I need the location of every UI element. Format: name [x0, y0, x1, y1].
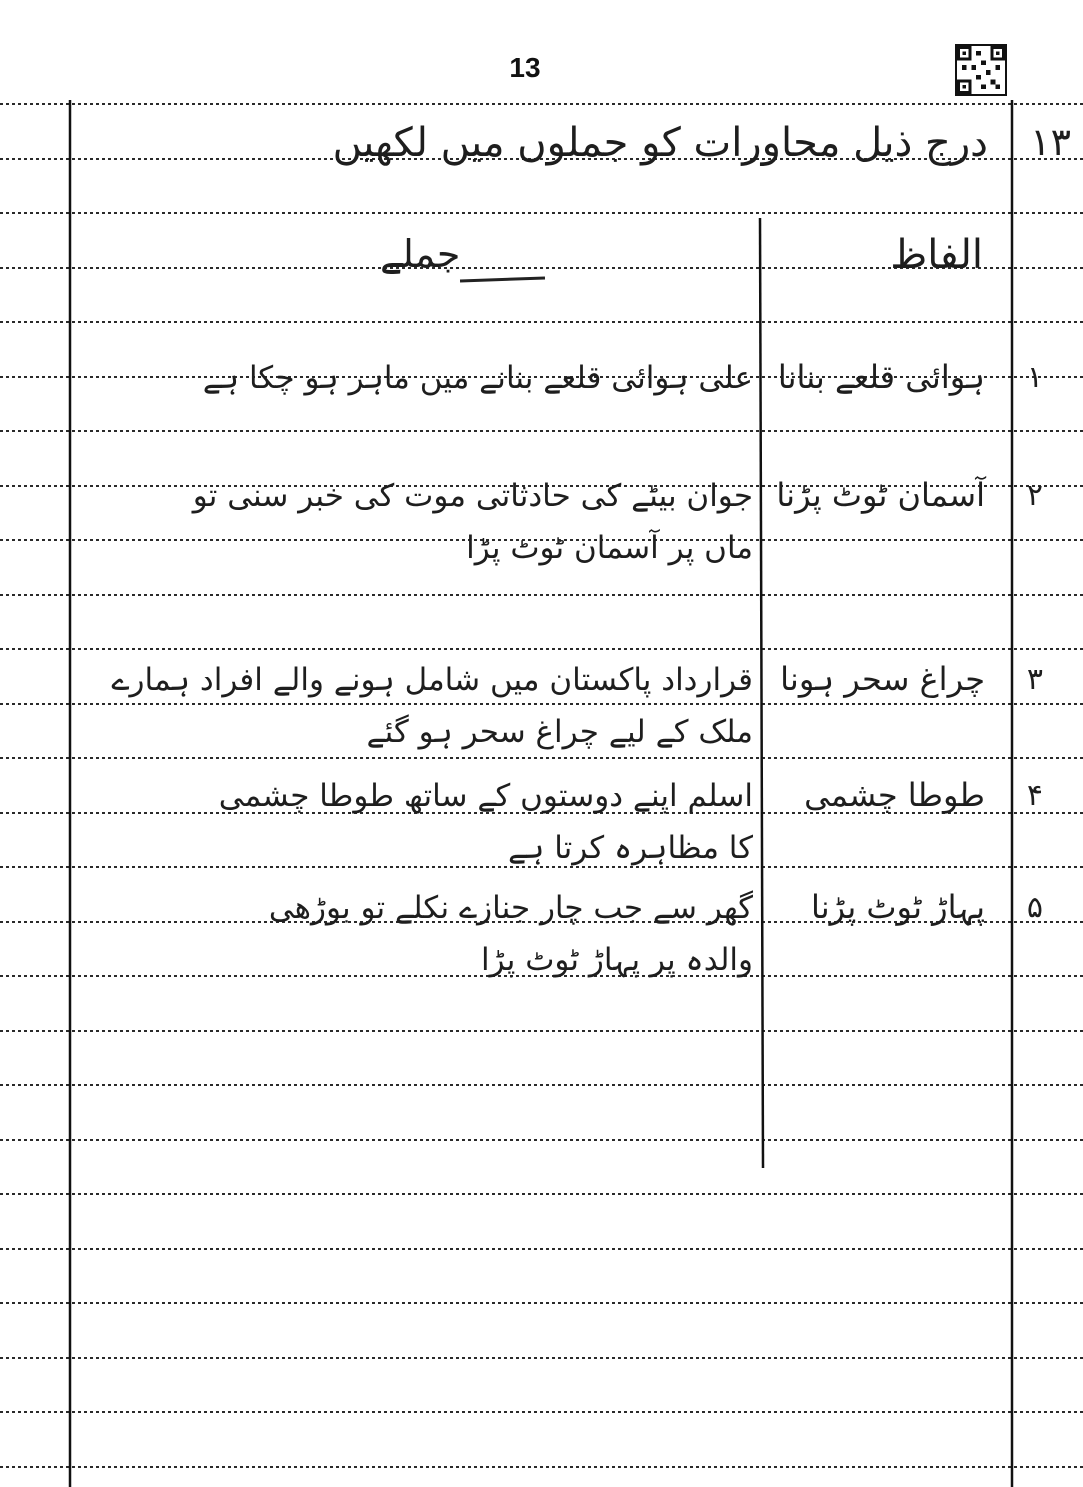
idiom-sentence: گھر سے جب چار جنازے نکلے تو بوڑھی والدہ پر پہاڑ ٹوٹ پڑا [268, 890, 753, 978]
column-divider [760, 218, 763, 1168]
question-number: ۱۳ [1030, 120, 1071, 164]
header-words: الفاظ [890, 232, 983, 278]
idiom-word: چراغ سحر ہونا [780, 660, 985, 698]
idiom-word: ہوائی قلعے بنانا [777, 358, 985, 396]
item-number: ۳ [1026, 662, 1043, 697]
item-number: ۲ [1026, 478, 1043, 513]
idiom-word: آسمان ٹوٹ پڑنا [776, 476, 985, 514]
qr-code-icon [955, 44, 1007, 96]
question-title: درج ذیل محاورات کو جملوں میں لکھیں [332, 120, 988, 166]
idiom-sentence: جوان بیٹے کی حادثاتی موت کی خبر سنی تو ماں پر آسمان ٹوٹ پڑا [192, 478, 753, 566]
item-number: ۱ [1026, 360, 1043, 395]
idiom-word: طوطا چشمی [804, 776, 985, 814]
header-sentences: جملے [380, 232, 461, 276]
item-number: ۵ [1026, 890, 1043, 925]
item-number: ۴ [1026, 778, 1043, 813]
idiom-word: پہاڑ ٹوٹ پڑنا [811, 888, 985, 926]
page-number: 13 [509, 52, 541, 83]
idiom-sentence: قرارداد پاکستان میں شامل ہونے والے افراد ہمارے ملک کے لیے چراغ سحر ہو گئے [111, 662, 753, 750]
idiom-sentence: اسلم اپنے دوستوں کے ساتھ طوطا چشمی کا مظاہرہ کرتا ہے [218, 778, 753, 866]
idiom-sentence: علی ہوائی قلعے بنانے میں ماہر ہو چکا ہے [202, 360, 753, 396]
